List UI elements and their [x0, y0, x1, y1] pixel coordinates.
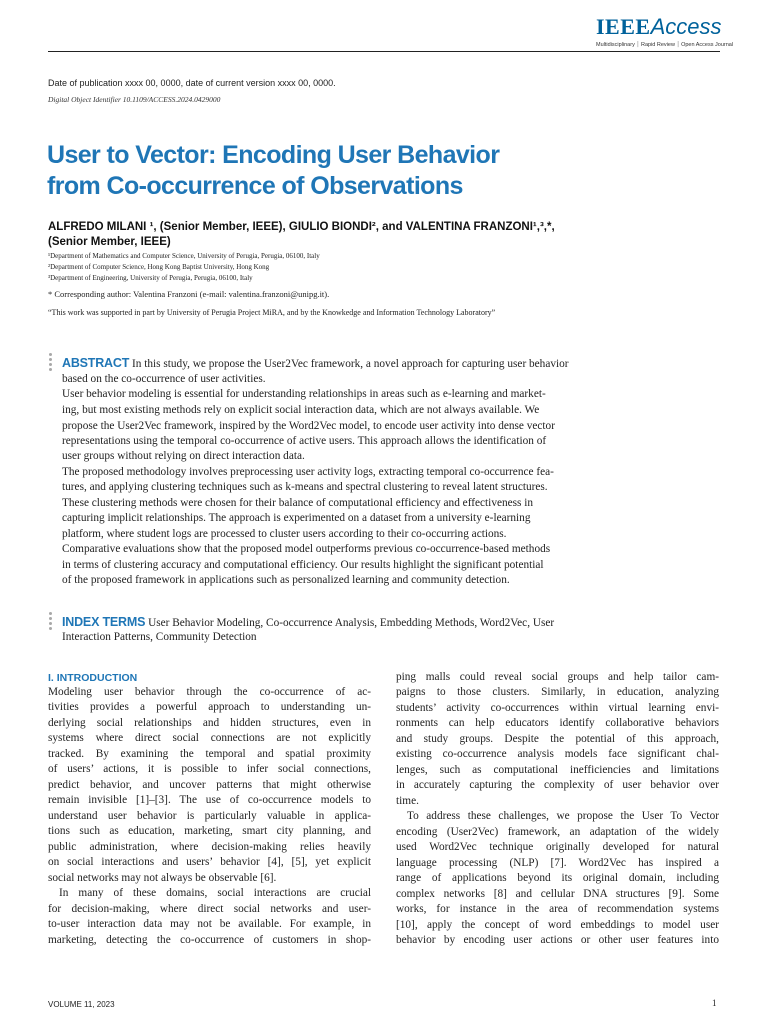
index-terms-line: Interaction Patterns, Community Detection: [62, 631, 257, 643]
body-line: tivities provides a powerful approach to understanding un-: [48, 701, 371, 713]
body-line: of users’ actions, it is possible to infer social connections,: [48, 763, 371, 775]
body-line: understand user behavior is particularly valuable in applica-: [48, 810, 371, 822]
title-line-2: from Co-occurrence of Observations: [47, 172, 463, 200]
body-line: paigns to those clusters. Similarly, in education, analyzing: [396, 686, 719, 698]
abstract-first-line: [62, 356, 569, 370]
body-line: complex networks [8] and cellular DNA structures [9]. Some: [396, 888, 719, 900]
abstract-line: of the proposed framework in applications such as personalized learning and community detection.: [62, 574, 510, 586]
affiliation-3: ³Department of Engineering, University of Perugia, Perugia, 06100, Italy: [48, 274, 253, 282]
abstract-line-0: In this study, we propose the User2Vec framework, a novel approach for capturing user behavior: [131, 358, 569, 370]
paper-title: [47, 140, 607, 202]
body-line: behavior by encoding user actions or other user features into: [396, 934, 719, 946]
index-terms-first-line: [62, 615, 554, 629]
abstract-line: ing, but most existing methods rely on explicit social interaction data, which are not always available. We: [62, 404, 540, 416]
body-line: tions such as education, marketing, smart city planning, and: [48, 825, 371, 837]
body-line: To address these challenges, we propose the User To Vector: [407, 810, 719, 822]
body-line: remain invisible [1]–[3]. The use of co-occurrence models to: [48, 794, 371, 806]
body-line: ronments can help educators identify collaborative behaviors: [396, 717, 719, 729]
abstract-line: in terms of clustering accuracy and computational efficiency. Our results highlight the significant potential: [62, 559, 544, 571]
footer-volume: VOLUME 11, 2023: [48, 1000, 115, 1009]
abstract-line: representations using the temporal co-occurrence of active users. This approach allows the identification of: [62, 435, 547, 447]
body-line: existing co-occurrence analysis models face significant chal-: [396, 748, 719, 760]
body-line: systems where direct social connections are not explicitly: [48, 732, 371, 744]
body-line: lenges, such as computational inefficiencies and limitations: [396, 764, 719, 776]
section-heading: I. INTRODUCTION: [48, 672, 138, 684]
body-line: In many of these domains, social interactions are crucial: [59, 887, 371, 899]
funding-note: “This work was supported in part by University of Perugia Project MiRA, and by the Knowkedge and Information Technology Laboratory”: [48, 308, 496, 317]
logo-ieee: IEEE: [596, 14, 651, 39]
body-line: for decision-making, where direct social networks and user-: [48, 903, 371, 915]
abstract-marker-icon: [49, 353, 53, 373]
body-line: language processing (NLP) [7]. Word2Vec has inspired a: [396, 857, 719, 869]
body-line: public administration, where decision-making relies heavily: [48, 841, 371, 853]
body-line: works, for instance in the area of recommendation systems: [396, 903, 719, 915]
abstract-line: based on the co-occurrence of user activities.: [62, 373, 266, 385]
body-line: and study groups. Despite the potential of this approach,: [396, 733, 719, 745]
body-line: tracked. By examining the temporal and spatial proximity: [48, 748, 371, 760]
body-line: encoding (User2Vec) framework, an adaptation of the widely: [396, 826, 719, 838]
abstract-line: platform, where student logs are processed to cluster users according to their co-occurring actions.: [62, 528, 507, 540]
body-line: used Word2Vec technique originally developed for natural: [396, 841, 719, 853]
index-terms-heading: INDEX TERMS: [62, 615, 146, 629]
body-line: predict behavior, and uncover patterns that might otherwise: [48, 779, 371, 791]
affiliation-2: ²Department of Computer Science, Hong Kong Baptist University, Hong Kong: [48, 263, 270, 271]
abstract-line: propose the User2Vec framework, inspired by the Word2Vec model, to encode user activity into dense vector: [62, 420, 555, 432]
body-line: ping malls could reveal social groups and help tailor cam-: [396, 671, 719, 683]
body-line: time.: [396, 795, 419, 807]
abstract-line: These clustering methods were chosen for their balance of computational efficiency and effectiveness in: [62, 497, 534, 509]
abstract-line: User behavior modeling is essential for understanding relationships in areas such as e-learning and market-: [62, 388, 546, 400]
abstract-line: Comparative evaluations show that the proposed model outperforms previous co-occurrence-based methods: [62, 543, 551, 555]
index-terms-text: User Behavior Modeling, Co-occurrence Analysis, Embedding Methods, Word2Vec, User: [148, 617, 555, 629]
body-line: on social interactions and users’ behavior [4], [5], yet explicit: [48, 856, 371, 868]
logo-tagline: Multidisciplinary ⏐ Rapid Review ⏐ Open Access Journal: [596, 42, 734, 48]
author-line-1: ALFREDO MILANI ¹, (Senior Member, IEEE), GIULIO BIONDI², and VALENTINA FRANZONI¹,³,*,: [48, 221, 555, 233]
title-line-1: User to Vector: Encoding User Behavior: [47, 141, 500, 169]
abstract-heading: ABSTRACT: [62, 356, 130, 370]
index-terms-marker-icon: [49, 612, 53, 632]
header-rule: [48, 51, 720, 52]
body-line: to-user interaction data may not be available. For example, in: [48, 918, 371, 930]
author-line-2: (Senior Member, IEEE): [48, 236, 171, 248]
body-line: [10], apply the concept of word embeddings to model user: [396, 919, 719, 931]
logo-access: Access: [650, 14, 722, 39]
abstract-line: capturing implicit relationships. The approach is experimented on a dataset from a university e-learning: [62, 512, 531, 524]
body-line: marketing, detecting the co-occurrence of customers in shop-: [48, 934, 371, 946]
abstract-line: The proposed methodology involves preprocessing user activity logs, extracting temporal co-occurrence fea-: [62, 466, 554, 478]
body-line: social networks may not always be observable [6].: [48, 872, 277, 884]
body-line: students’ activity co-occurrences within virtual learning envi-: [396, 702, 719, 714]
publication-date: Date of publication xxxx 00, 0000, date of current version xxxx 00, 0000.: [48, 78, 336, 88]
journal-logo: [596, 14, 734, 48]
abstract-line: user groups without relying on direct interaction data.: [62, 450, 305, 462]
abstract-line: tures, and applying clustering techniques such as k-means and spectral clustering to reveal latent structures.: [62, 481, 548, 493]
page-number: 1: [712, 998, 717, 1008]
affiliation-1: ¹Department of Mathematics and Computer Science, University of Perugia, Perugia, 06100, Italy: [48, 252, 320, 260]
corresponding-author: * Corresponding author: Valentina Franzoni (e-mail: valentina.franzoni@unipg.it).: [48, 289, 330, 299]
doi: Digital Object Identifier 10.1109/ACCESS.2024.0429000: [48, 95, 221, 104]
body-line: derlying social relationships and hidden structures, even in: [48, 717, 371, 729]
body-line: Modeling user behavior through the co-occurrence of ac-: [48, 686, 371, 698]
body-line: range of applications beyond its original domain, including: [396, 872, 719, 884]
body-line: in accurately capturing the complexity of user behavior over: [396, 779, 719, 791]
author-list: [48, 220, 555, 250]
